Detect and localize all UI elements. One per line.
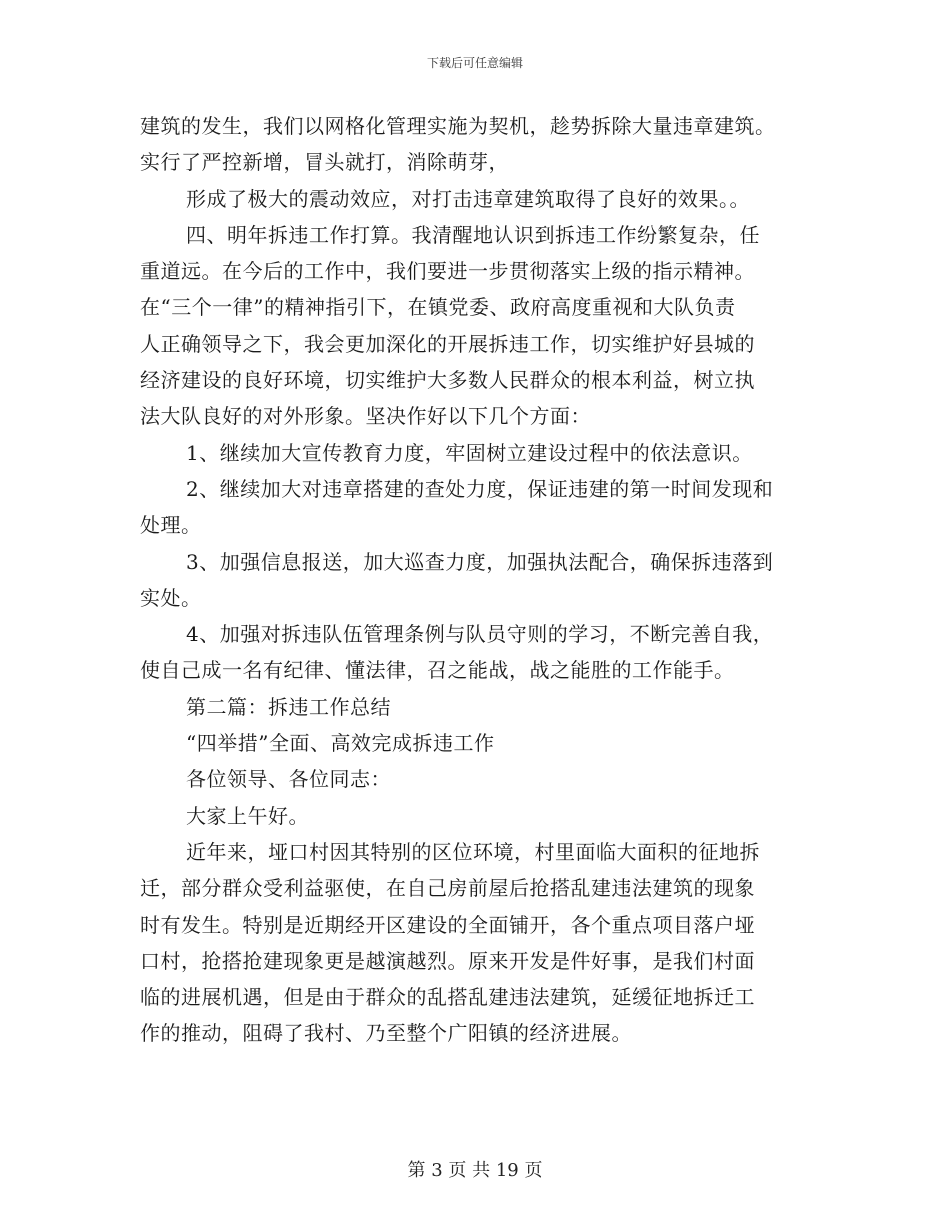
text-line: 实行了严控新增，冒头就打，消除萌芽， xyxy=(140,150,509,175)
text-line: 经济建设的良好环境，切实维护大多数人民群众的根本利益，树立执 xyxy=(140,368,755,393)
text-line: 作的推动，阻碍了我村、乃至整个广阳镇的经济进展。 xyxy=(140,1021,632,1046)
text-line: 处理。 xyxy=(140,513,202,538)
text-line: 人正确领导之下，我会更加深化的开展拆违工作，切实维护好县城的 xyxy=(140,331,755,356)
text-line: 2、继续加大对违章搭建的查处力度，保证违建的第一时间发现和 xyxy=(186,476,774,501)
text-line: 法大队良好的对外形象。坚决作好以下几个方面： xyxy=(140,404,591,429)
page-footer: 第 3 页 共 19 页 xyxy=(407,1160,543,1181)
text-line: 使自己成一名有纪律、懂法律，召之能战，战之能胜的工作能手。 xyxy=(140,658,735,683)
text-line: 重道远。在今后的工作中，我们要进一步贯彻落实上级的指示精神。 xyxy=(140,259,755,284)
page-header: 下载后可任意编辑 xyxy=(426,56,523,70)
text-line: 四、明年拆违工作打算。我清醒地认识到拆违工作纷繁复杂，任 xyxy=(186,222,760,247)
text-line: 实处。 xyxy=(140,585,202,610)
greeting: 大家上午好。 xyxy=(186,803,309,828)
text-line: 口村，抢搭抢建现象更是越演越烈。原来开发是件好事，是我们村面 xyxy=(140,948,755,973)
text-line: 在“三个一律”的精神指引下，在镇党委、政府高度重视和大队负责 xyxy=(140,295,736,320)
text-line: 时有发生。特别是近期经开区建设的全面铺开，各个重点项目落户垭 xyxy=(140,912,755,937)
text-line: 建筑的发生，我们以网格化管理实施为契机，趁势拆除大量违章建筑。 xyxy=(140,114,776,138)
document-body xyxy=(140,108,812,1052)
text-line: 3、加强信息报送，加大巡查力度，加强执法配合，确保拆违落到 xyxy=(186,549,774,574)
salutation: 各位领导、各位同志： xyxy=(186,767,391,792)
text-line: 形成了极大的震动效应，对打击违章建筑取得了良好的效果。。 xyxy=(186,186,750,211)
section-subtitle: “四举措”全面、高效完成拆违工作 xyxy=(186,731,495,756)
section-heading: 第二篇：拆违工作总结 xyxy=(186,694,391,719)
text-line: 1、继续加大宣传教育力度，牢固树立建设过程中的依法意识。 xyxy=(186,440,753,465)
text-line: 迁，部分群众受利益驱使，在自己房前屋后抢搭乱建违法建筑的现象 xyxy=(140,876,755,901)
text-line: 近年来，垭口村因其特别的区位环境，村里面临大面积的征地拆 xyxy=(186,839,760,864)
text-line: 4、加强对拆违队伍管理条例与队员守则的学习，不断完善自我， xyxy=(186,622,774,647)
text-line: 临的进展机遇，但是由于群众的乱搭乱建违法建筑，延缓征地拆迁工 xyxy=(140,985,755,1010)
